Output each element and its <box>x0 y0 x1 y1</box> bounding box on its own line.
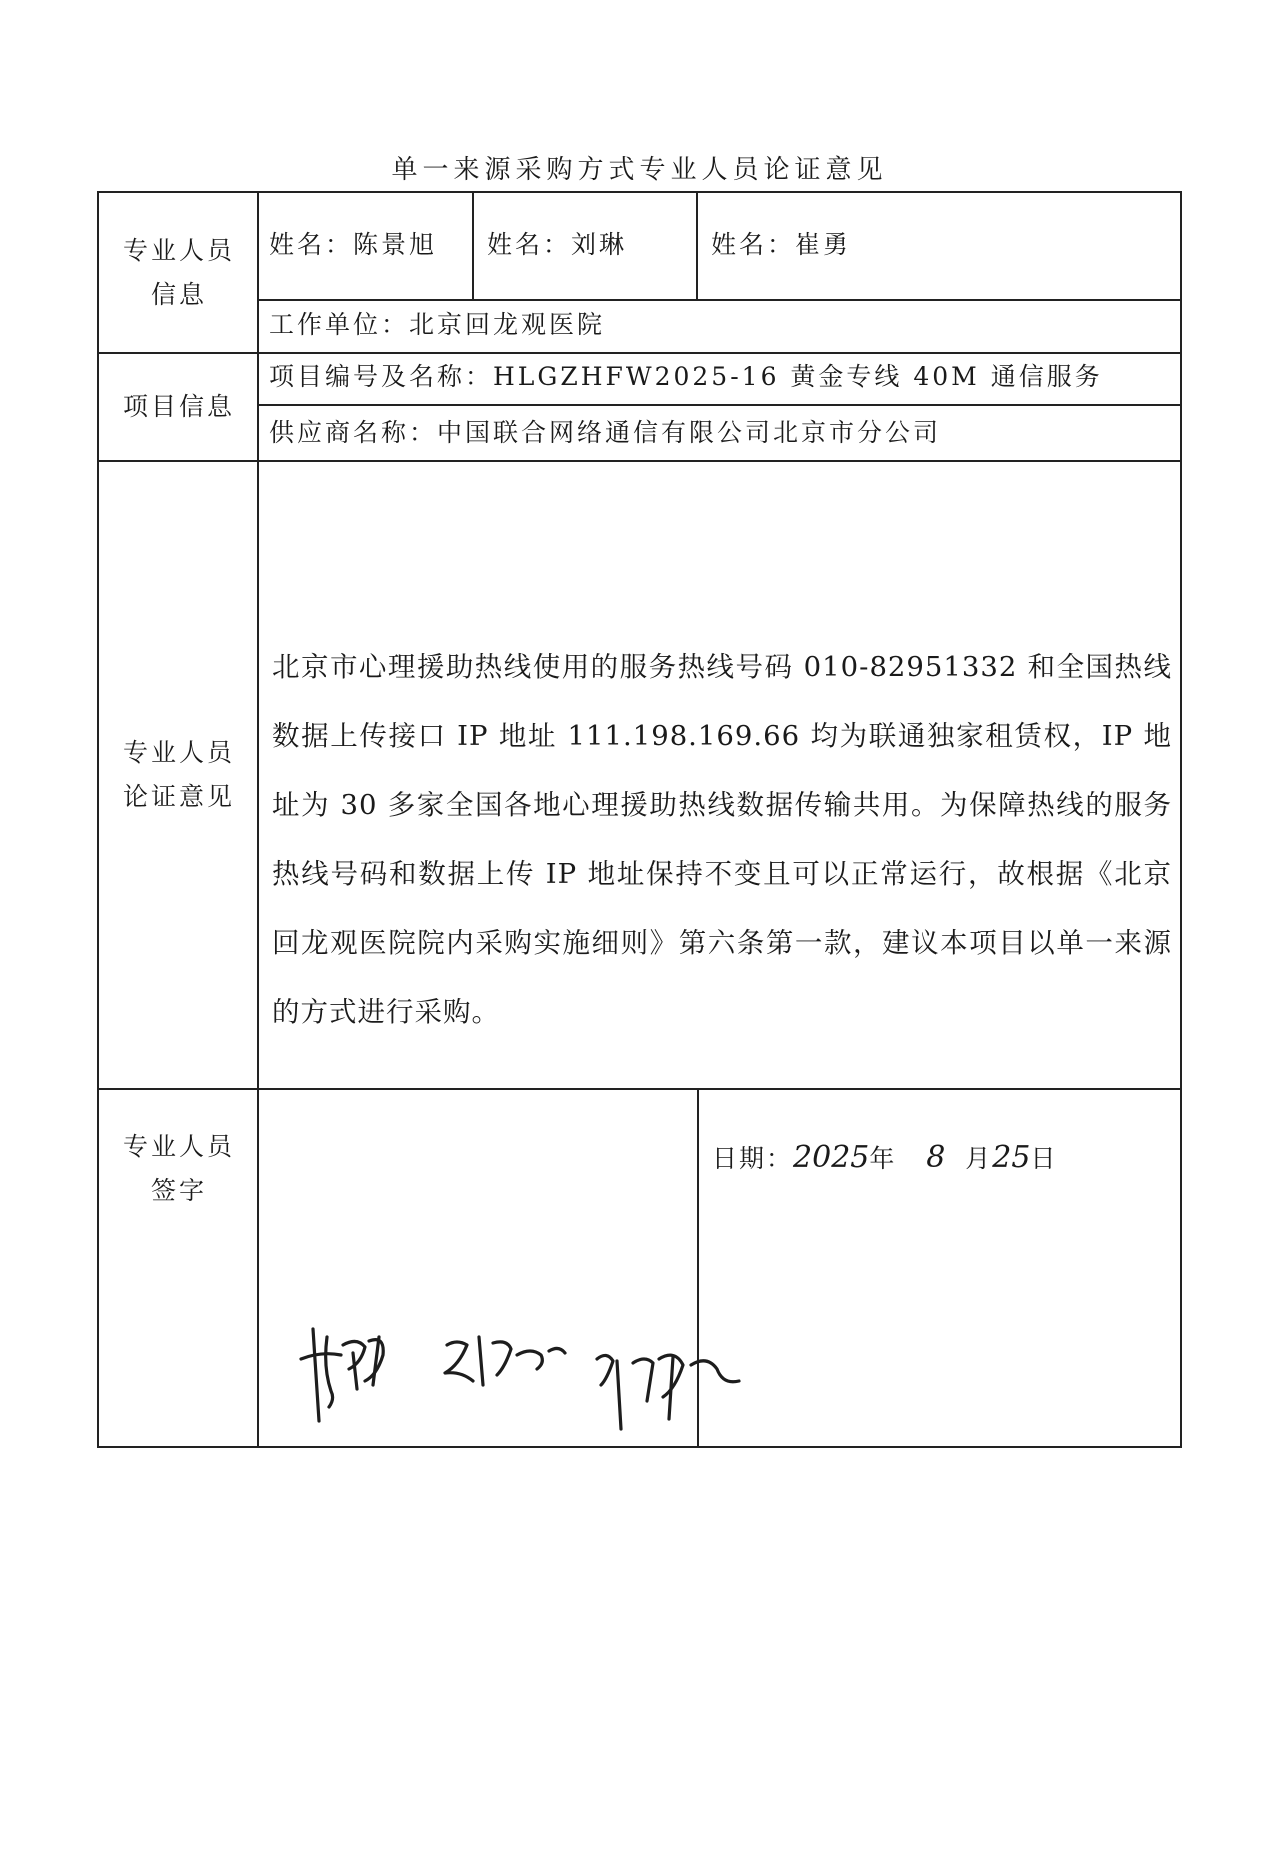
handwritten-signatures <box>261 1289 919 1445</box>
date-year: 2025 <box>793 1140 870 1175</box>
name-divider-2 <box>696 193 698 301</box>
signature-2 <box>445 1337 565 1385</box>
opinion-section-bottom-line <box>99 1088 1180 1090</box>
expert-name-1: 姓名：陈景旭 <box>269 230 438 259</box>
project-inner-line <box>259 404 1180 406</box>
date-day-unit: 日 <box>1030 1144 1058 1173</box>
date-month: 8 <box>926 1140 946 1175</box>
project-info-label: 项目信息 <box>122 392 235 421</box>
names-bottom-line <box>259 299 1180 301</box>
date-year-unit: 年 <box>869 1144 897 1173</box>
signature-label: 专业人员签字 <box>122 1132 235 1205</box>
expert-section-bottom-line <box>99 352 1180 354</box>
project-no-name: 项目编号及名称：HLGZHFW2025-16 黄金专线 40M 通信服务 <box>269 362 1103 391</box>
work-unit: 工作单位：北京回龙观医院 <box>269 310 606 339</box>
date-month-unit: 月 <box>965 1144 993 1173</box>
expert-info-label: 专业人员信息 <box>122 235 235 309</box>
date-day: 25 <box>992 1140 1031 1175</box>
name-divider-1 <box>472 193 474 301</box>
signature-3 <box>597 1355 739 1429</box>
opinion-text: 北京市心理援助热线使用的服务热线号码 010-82951332 和全国热线数据上传接口 IP 地址 111.198.169.66 均为联通独家租赁权，IP 地址为 30 多家全国各地心理援助热线数据传输共用。为保障热线的服务热线号码和数据上传 IP 地址保持不变且可以正常运行，故根据《北京回龙观医院院内采购实施细则》第六条第一款，建议本项目以单一来源的方式进行采购。 <box>272 651 1172 1028</box>
signature-1 <box>301 1329 383 1421</box>
date-label: 日期： <box>712 1144 794 1173</box>
form-table <box>97 191 1182 1448</box>
expert-name-3: 姓名：崔勇 <box>711 230 852 259</box>
signature-area <box>261 1289 919 1445</box>
opinion-label: 专业人员论证意见 <box>122 738 235 811</box>
document-title: 单一来源采购方式专业人员论证意见 <box>391 155 888 185</box>
expert-name-2: 姓名：刘琳 <box>487 230 628 259</box>
signature-date <box>712 1138 1057 1179</box>
project-section-bottom-line <box>99 460 1180 462</box>
supplier-name: 供应商名称：中国联合网络通信有限公司北京市分公司 <box>269 418 942 447</box>
